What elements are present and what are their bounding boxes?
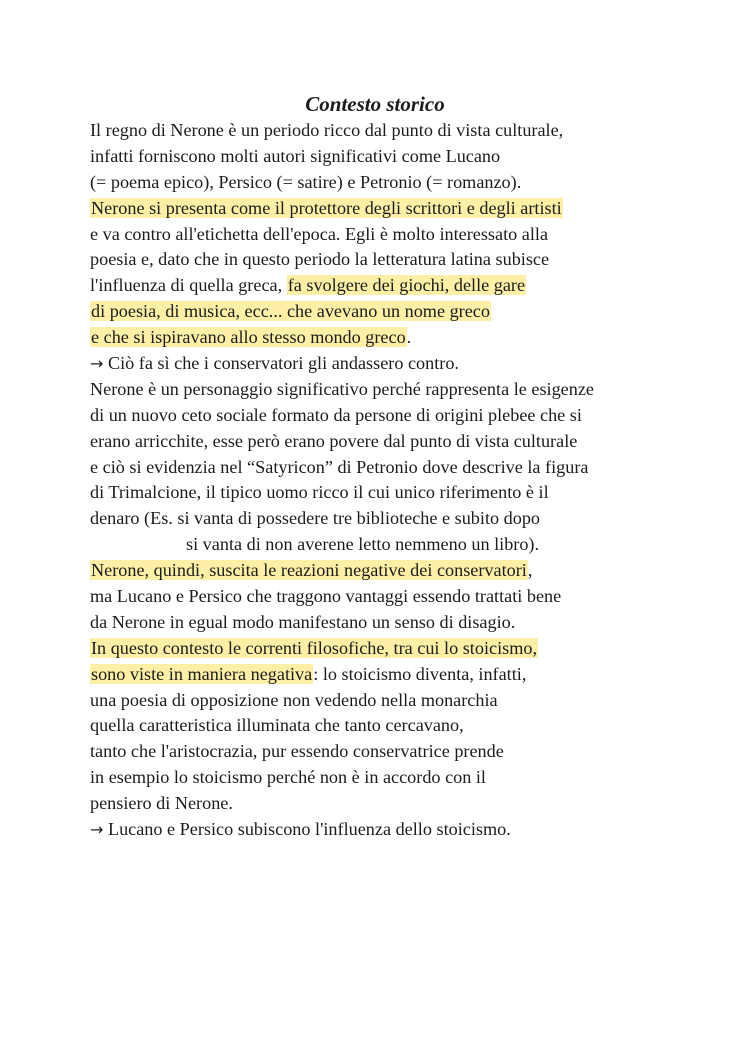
line-text: infatti forniscono molti autori significativi come Lucano	[90, 145, 501, 166]
line-text: .	[406, 327, 412, 348]
text-line	[90, 247, 730, 273]
text-line	[90, 299, 730, 325]
text-line	[90, 506, 730, 532]
line-text: tanto che l'aristocrazia, pur essendo conservatrice prende	[90, 741, 504, 762]
text-line	[90, 817, 730, 843]
text-line	[90, 325, 730, 351]
text-line	[90, 170, 730, 196]
text-line	[90, 791, 730, 817]
text-line	[90, 480, 730, 506]
text-line	[90, 351, 730, 377]
line-text: si vanta di non averene letto nemmeno un libro).	[186, 534, 540, 555]
arrow-right-icon: →	[90, 354, 104, 374]
highlighted-text: sono viste in maniera negativa	[91, 663, 313, 684]
text-line	[90, 584, 730, 610]
arrow-right-icon: →	[90, 820, 104, 840]
line-text: (= poema epico), Persico (= satire) e Petronio (= romanzo).	[90, 171, 522, 192]
line-text: erano arricchite, esse però erano povere dal punto di vista culturale	[90, 430, 578, 451]
line-text: Ciò fa sì che i conservatori gli andassero contro.	[103, 353, 459, 374]
text-line	[90, 273, 730, 299]
highlighted-text: Nerone, quindi, suscita le reazioni negative dei conservatori	[91, 560, 527, 581]
line-text: da Nerone in egual modo manifestano un senso di disagio.	[90, 611, 516, 632]
line-text: denaro (Es. si vanta di possedere tre biblioteche e subito dopo	[90, 508, 541, 529]
text-line	[90, 688, 730, 714]
line-text: di un nuovo ceto sociale formato da persone di origini plebee che si	[90, 404, 582, 425]
line-text: Lucano e Persico subiscono l'influenza dello stoicismo.	[103, 819, 511, 840]
text-line	[90, 662, 730, 688]
text-line	[90, 713, 730, 739]
highlighted-text: In questo contesto le correnti filosofiche, tra cui lo stoicismo,	[91, 637, 537, 658]
line-text: di Trimalcione, il tipico uomo ricco il cui unico riferimento è il	[90, 482, 549, 503]
text-line	[90, 765, 730, 791]
line-text: e ciò si evidenzia nel “Satyricon” di Petronio dove descrive la figura	[90, 456, 589, 477]
document-title: Contesto storico	[305, 92, 445, 116]
text-line	[90, 429, 730, 455]
text-line	[90, 377, 730, 403]
line-text: Il regno di Nerone è un periodo ricco dal punto di vista culturale,	[90, 120, 564, 140]
highlighted-text: e che si ispiravano allo stesso mondo greco	[91, 327, 406, 348]
highlighted-text: di poesia, di musica, ecc... che avevano un nome greco	[91, 301, 490, 322]
text-line	[90, 403, 730, 429]
line-text: poesia e, dato che in questo periodo la letteratura latina subisce	[90, 249, 550, 270]
highlighted-text: fa svolgere dei giochi, delle gare	[287, 275, 526, 296]
text-line	[90, 196, 730, 222]
line-text: in esempio lo stoicismo perché non è in accordo con il	[90, 767, 486, 788]
text-line	[90, 558, 730, 584]
line-text: pensiero di Nerone.	[90, 793, 233, 814]
text-line	[90, 144, 730, 170]
text-line	[90, 118, 730, 144]
text-line	[90, 532, 730, 558]
text-line	[90, 222, 730, 248]
highlighted-text: Nerone si presenta come il protettore degli scrittori e degli artisti	[91, 197, 562, 218]
line-text: : lo stoicismo diventa, infatti,	[313, 663, 527, 684]
line-text: e va contro all'etichetta dell'epoca. Egli è molto interessato alla	[90, 223, 549, 244]
line-text: una poesia di opposizione non vedendo nella monarchia	[90, 689, 498, 710]
text-line	[90, 739, 730, 765]
line-text: ma Lucano e Persico che traggono vantaggi essendo trattati bene	[90, 586, 562, 607]
line-text: l'influenza di quella greca,	[90, 275, 287, 296]
document-body	[90, 118, 730, 843]
text-line	[90, 636, 730, 662]
line-text: ,	[527, 560, 533, 581]
line-text: quella caratteristica illuminata che tanto cercavano,	[90, 715, 464, 736]
line-text: Nerone è un personaggio significativo perché rappresenta le esigenze	[90, 378, 594, 399]
text-line	[90, 455, 730, 481]
text-line	[90, 610, 730, 636]
